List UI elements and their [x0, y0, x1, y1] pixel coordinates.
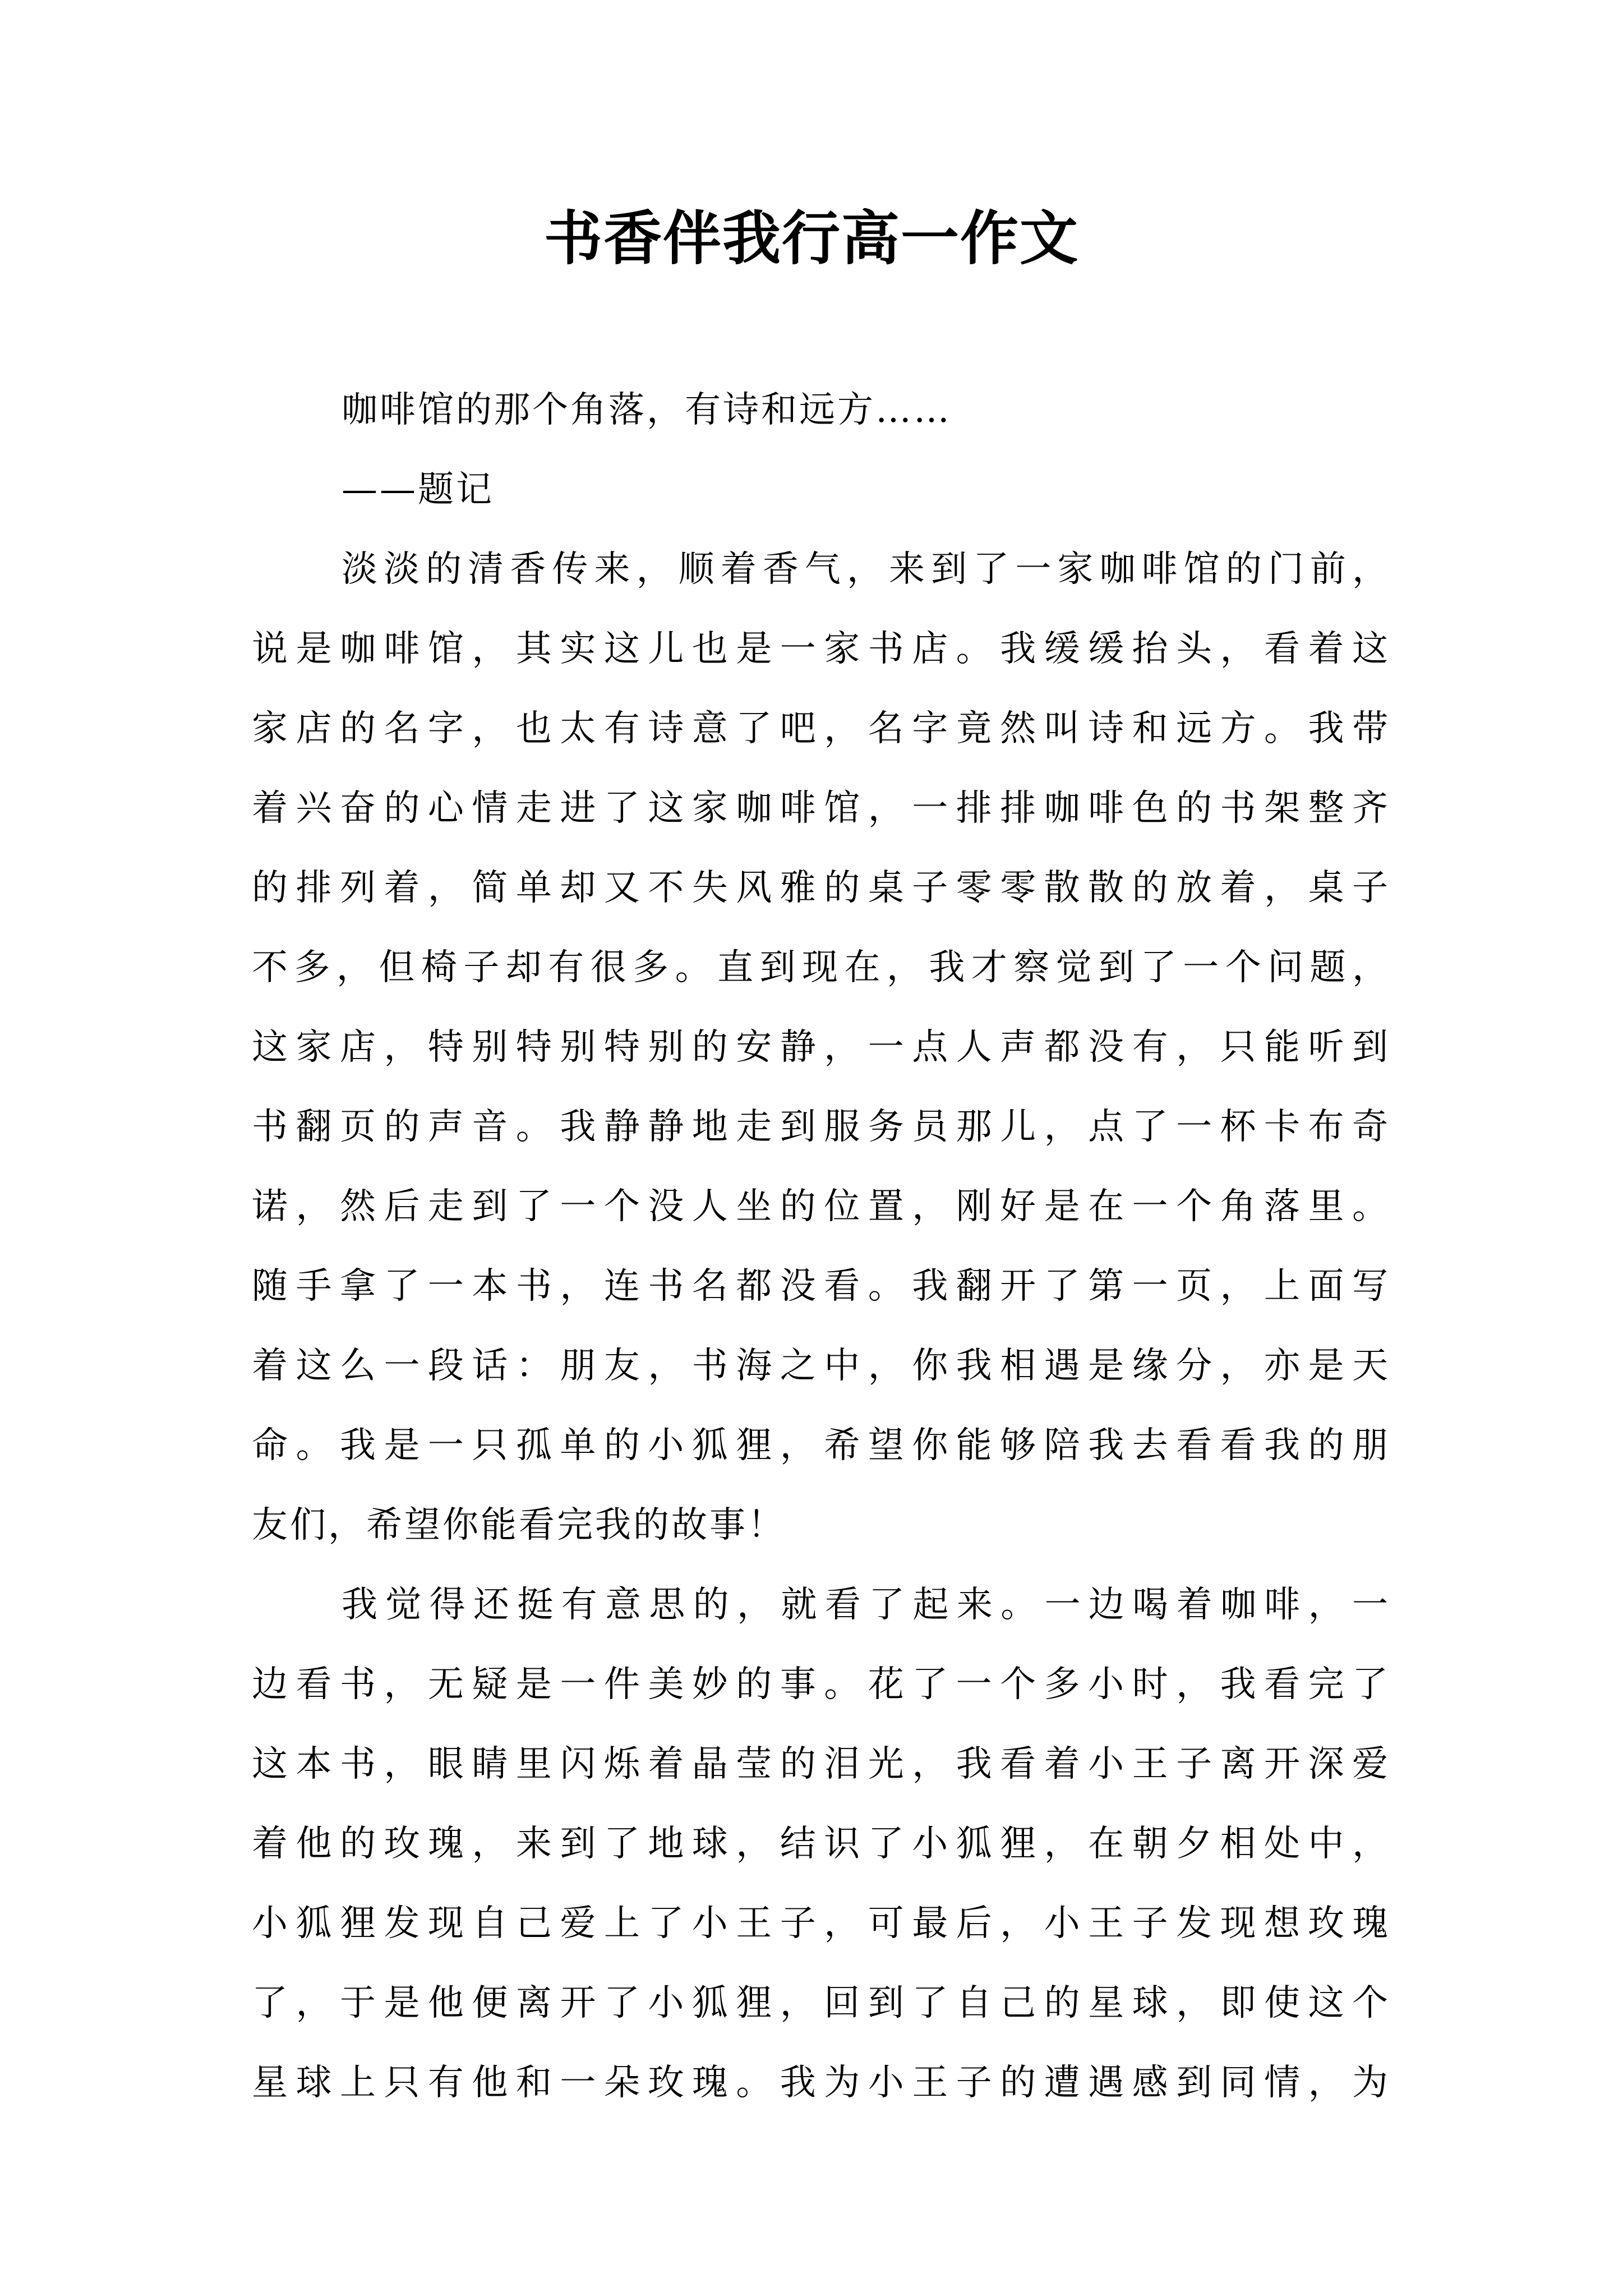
paragraph-line: 我觉得还挺有意思的，就看了起来。一边喝着咖啡，一	[342, 1584, 1390, 1626]
paragraph-1	[252, 530, 1390, 1565]
paragraph-line: 这本书，眼睛里闪烁着晶莹的泪光，我看着小王子离开深爱	[252, 1743, 1390, 1785]
paragraph-line: 着这么一段话：朋友，书海之中，你我相遇是缘分，亦是天	[252, 1345, 1390, 1387]
paragraph-line: 命。我是一只孤单的小狐狸，希望你能够陪我去看看我的朋	[252, 1425, 1390, 1466]
epigraph-attribution: ——题记	[342, 469, 494, 510]
paragraph-line: 诺，然后走到了一个没人坐的位置，刚好是在一个角落里。	[252, 1186, 1390, 1227]
paragraph-line: 随手拿了一本书，连书名都没看。我翻开了第一页，上面写	[252, 1266, 1390, 1307]
paragraph-line: 说是咖啡馆，其实这儿也是一家书店。我缓缓抬头，看着这	[252, 628, 1390, 670]
paragraph-line: 星球上只有他和一朵玫瑰。我为小王子的遭遇感到同情，为	[252, 2062, 1390, 2104]
paragraph-line: 了，于是他便离开了小狐狸，回到了自己的星球，即使这个	[252, 1982, 1390, 2024]
paragraph-line: 小狐狸发现自己爱上了小王子，可最后，小王子发现想玫瑰	[252, 1903, 1390, 1944]
paragraph-line: 着兴奋的心情走进了这家咖啡馆，一排排咖啡色的书架整齐	[252, 788, 1390, 829]
paragraph-line: 着他的玫瑰，来到了地球，结识了小狐狸，在朝夕相处中，	[252, 1823, 1390, 1865]
paragraph-line: 边看书，无疑是一件美妙的事。花了一个多小时，我看完了	[252, 1664, 1390, 1705]
document-body	[252, 370, 1390, 2123]
paragraph-line: 友们，希望你能看完我的故事！	[252, 1504, 786, 1546]
epigraph-text: 咖啡馆的那个角落，有诗和远方……	[342, 389, 952, 431]
paragraph-line: 书翻页的声音。我静静地走到服务员那儿，点了一杯卡布奇	[252, 1106, 1390, 1148]
paragraph-line: 淡淡的清香传来，顺着香气，来到了一家咖啡馆的门前，	[342, 549, 1390, 590]
paragraph-line: 家店的名字，也太有诗意了吧，名字竟然叫诗和远方。我带	[252, 708, 1390, 749]
paragraph-line: 的排列着，简单却又不失风雅的桌子零零散散的放着，桌子	[252, 867, 1390, 909]
document-title: 书香伴我行高一作文	[543, 204, 1079, 273]
paragraph-line: 不多，但椅子却有很多。直到现在，我才察觉到了一个问题，	[252, 947, 1390, 988]
paragraph-line: 这家店，特别特别特别的安静，一点人声都没有，只能听到	[252, 1027, 1390, 1068]
paragraph-2	[252, 1565, 1390, 2123]
